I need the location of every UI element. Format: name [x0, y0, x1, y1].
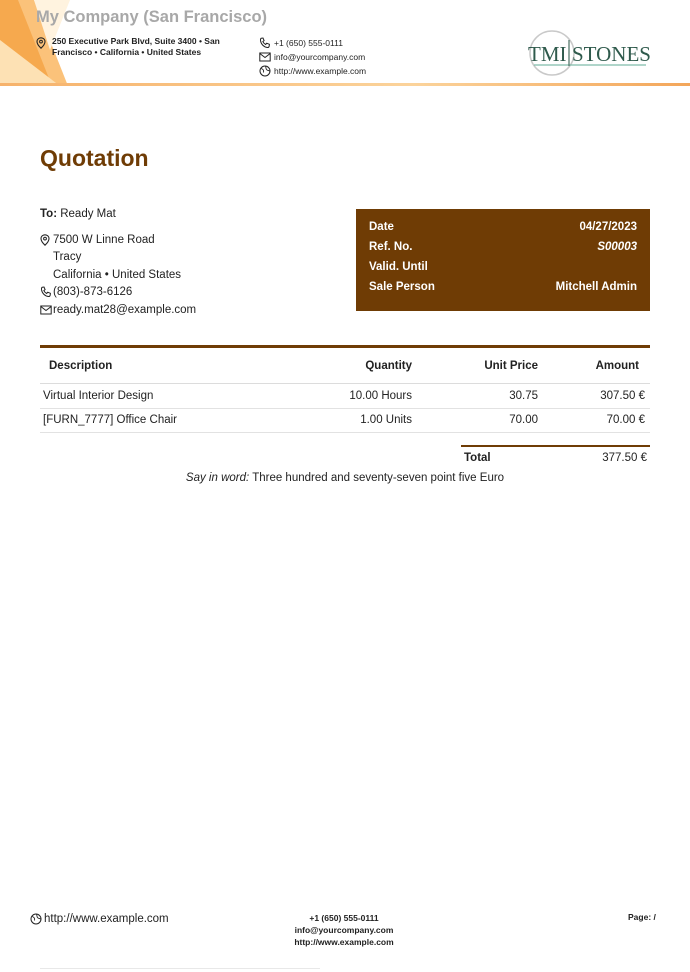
- company-address: [36, 36, 236, 58]
- ref-label: Ref. No.: [369, 241, 413, 253]
- company-phone: +1 (650) 555-0111: [274, 38, 343, 48]
- footer-contacts: [244, 912, 444, 948]
- salesperson-label: Sale Person: [369, 281, 435, 293]
- amount-in-words-label: Say in word:: [185, 472, 250, 484]
- amount-in-words-text: Three hundred and seventy-seven point five Euro: [249, 472, 505, 484]
- footer-rule: [40, 968, 320, 969]
- totals-block: [461, 445, 650, 469]
- logo-text-left: TMI: [528, 42, 567, 66]
- date-label: Date: [369, 221, 394, 233]
- cell-amount: 307.50 €: [600, 389, 645, 402]
- company-name: My Company (San Francisco): [36, 8, 268, 26]
- header-bottom-stripe: [0, 83, 690, 86]
- customer-email[interactable]: ready.mat28@example.com: [53, 303, 197, 316]
- footer-website2[interactable]: http://www.example.com: [294, 937, 394, 947]
- cell-description: [FURN_7777] Office Chair: [43, 414, 178, 427]
- cell-description: Virtual Interior Design: [43, 389, 154, 402]
- globe-icon: [30, 913, 44, 925]
- info-row-valid: [369, 261, 637, 281]
- phone-icon: [40, 286, 53, 298]
- footer-email[interactable]: info@yourcompany.com: [294, 925, 394, 935]
- company-email: info@yourcompany.com: [274, 52, 366, 62]
- cell-quantity: 1.00 Units: [360, 414, 412, 427]
- customer-block: [40, 208, 196, 319]
- cell-quantity: 10.00 Hours: [349, 389, 412, 402]
- customer-state-line: [40, 266, 196, 284]
- envelope-icon: [259, 52, 274, 62]
- total-value: 377.50 €: [602, 452, 647, 464]
- valid-until-label: Valid. Until: [369, 261, 428, 273]
- quotation-info-box: [356, 209, 650, 311]
- logo-text-right: STONES: [572, 42, 651, 66]
- company-contacts: [259, 36, 366, 78]
- table-header-row: [40, 348, 650, 384]
- phone-icon: [259, 37, 274, 49]
- cell-amount: 70.00 €: [606, 414, 645, 427]
- company-logo: [520, 28, 655, 78]
- customer-street-line: [40, 231, 196, 249]
- header-unit-price: Unit Price: [484, 359, 538, 372]
- header-quantity: Quantity: [365, 359, 412, 372]
- ref-value: S00003: [597, 241, 637, 253]
- page-header: [0, 0, 690, 86]
- envelope-icon: [40, 305, 53, 315]
- location-pin-icon: [40, 234, 53, 246]
- location-pin-icon: [36, 36, 49, 58]
- customer-to: [40, 208, 196, 220]
- info-row-ref: [369, 241, 637, 261]
- customer-state-country: California • United States: [53, 268, 182, 281]
- footer-website-link[interactable]: http://www.example.com: [44, 913, 169, 925]
- amount-in-words: [0, 472, 690, 484]
- date-value: 04/27/2023: [579, 221, 637, 233]
- salesperson-value: Mitchell Admin: [555, 281, 637, 293]
- company-website[interactable]: http://www.example.com: [274, 66, 367, 76]
- customer-city: Tracy: [53, 251, 82, 264]
- customer-phone: (803)-873-6126: [53, 286, 133, 299]
- globe-icon: [259, 65, 274, 77]
- document-title: Quotation: [40, 145, 149, 171]
- footer-phone: +1 (650) 555-0111: [309, 913, 379, 923]
- table-row: [40, 409, 650, 434]
- total-label: Total: [464, 452, 491, 464]
- customer-phone-line: [40, 284, 196, 302]
- cell-unit-price: 70.00: [509, 414, 538, 427]
- info-row-salesperson: [369, 281, 637, 301]
- customer-name: Ready Mat: [60, 208, 116, 220]
- header-description: Description: [49, 359, 113, 372]
- customer-city-line: [40, 249, 196, 267]
- info-row-date: [369, 221, 637, 241]
- customer-street: 7500 W Linne Road: [53, 233, 155, 246]
- total-row: [461, 447, 650, 469]
- customer-email-line: [40, 301, 196, 319]
- header-amount: Amount: [595, 359, 639, 372]
- footer-website: [30, 913, 169, 925]
- footer-page-number: Page: /: [628, 912, 656, 922]
- company-address-text: 250 Executive Park Blvd, Suite 3400 • San Francisco • California • United States: [52, 36, 220, 57]
- table-row: [40, 384, 650, 409]
- customer-to-label: To:: [40, 208, 58, 220]
- cell-unit-price: 30.75: [509, 389, 538, 402]
- order-lines-table: [40, 345, 650, 433]
